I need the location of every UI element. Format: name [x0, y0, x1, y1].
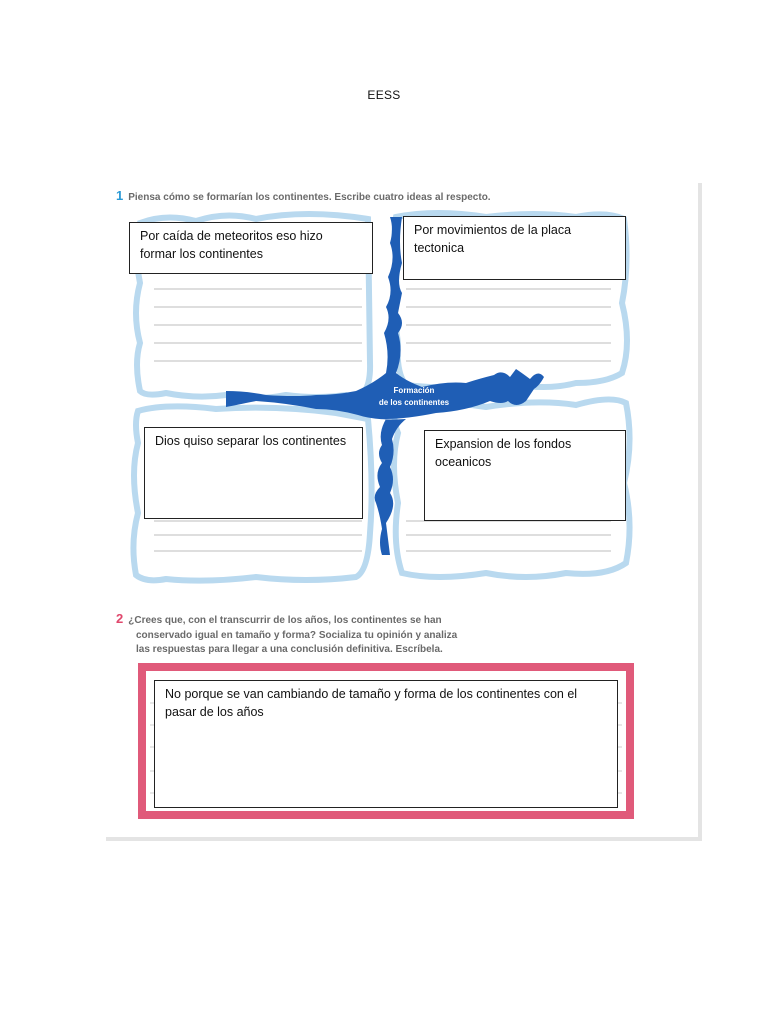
- answer-box-bottom-right[interactable]: Expansion de los fondos oceanicos: [424, 430, 626, 521]
- answer-box-activity-2[interactable]: No porque se van cambiando de tamaño y forma de los continentes con el pasar de los años: [154, 680, 618, 808]
- answer-box-top-right[interactable]: Por movimientos de la placa tectonica: [403, 216, 626, 280]
- activity-1-number: 1: [116, 188, 124, 203]
- center-label-line1: Formación: [393, 386, 435, 395]
- activity-2-instruction: 2 ¿Crees que, con el transcurrir de los años, los continentes se han conservado igual en tamaño y forma? Socializa tu opinión y analiza las respuestas para llegar a una conclusión definitiva. Escríbela.: [116, 611, 458, 655]
- answer-box-top-left[interactable]: Por caída de meteoritos eso hizo formar los continentes: [129, 222, 373, 274]
- center-label-line2: de los continentes: [378, 398, 450, 407]
- activity-2-number: 2: [116, 611, 124, 626]
- answer-box-bottom-left[interactable]: Dios quiso separar los continentes: [144, 427, 363, 519]
- page-title: EESS: [367, 88, 401, 102]
- activity-1-instruction: 1 Piensa cómo se formarían los continentes. Escribe cuatro ideas al respecto.: [116, 188, 491, 203]
